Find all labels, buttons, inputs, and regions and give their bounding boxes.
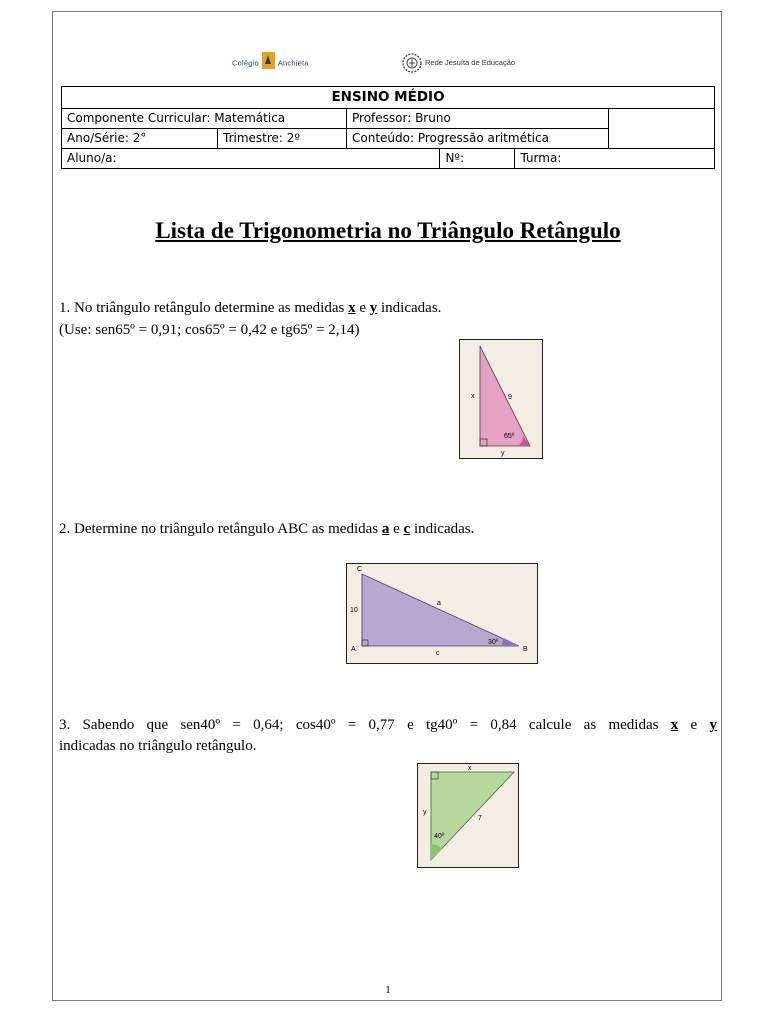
logo-text-anchieta: Anchieta bbox=[277, 58, 309, 68]
teacher-cell: Professor: Bruno bbox=[347, 109, 609, 129]
logo-text-colegio: Colégio bbox=[232, 58, 259, 68]
fig2-label-a: a bbox=[437, 600, 441, 607]
q3-var-x: x bbox=[670, 717, 679, 733]
fig1-label-x: x bbox=[471, 393, 475, 400]
fig3-label-angle: 40º bbox=[434, 833, 445, 840]
q1-conj: e bbox=[355, 300, 370, 316]
document-title: Lista de Trigonometria no Triângulo Retângulo bbox=[155, 218, 621, 243]
question-3-line2: indicadas no triângulo retângulo. bbox=[59, 738, 257, 754]
triangle-1-shape bbox=[480, 346, 530, 446]
triangle-figure-3 bbox=[417, 763, 519, 868]
triangle-figure-2 bbox=[346, 563, 538, 664]
question-1 bbox=[59, 298, 441, 319]
q2-text-after: indicadas. bbox=[410, 521, 475, 537]
triangle-2-shape bbox=[362, 574, 519, 646]
fig3-label-hyp: 7 bbox=[478, 815, 482, 822]
fig2-vertex-a: A bbox=[351, 646, 356, 653]
anchieta-logo-icon bbox=[262, 52, 275, 69]
student-cell: Aluno/a: bbox=[62, 149, 440, 169]
angle-30-marker bbox=[502, 638, 519, 646]
fig3-label-y: y bbox=[423, 809, 427, 816]
q2-text-before: 2. Determine no triângulo retângulo ABC as medidas bbox=[59, 521, 382, 537]
fig1-label-hyp: 9 bbox=[508, 394, 512, 401]
blank-cell bbox=[609, 109, 715, 149]
triangle-3-shape bbox=[431, 772, 514, 860]
fig3-label-x: x bbox=[468, 765, 472, 772]
q1-text-before: 1. No triângulo retângulo determine as medidas bbox=[59, 300, 349, 316]
fig2-label-angle: 30º bbox=[488, 639, 499, 646]
class-cell: Turma: bbox=[515, 149, 715, 169]
question-3 bbox=[59, 715, 717, 736]
level-title: ENSINO MÉDIO bbox=[62, 87, 715, 109]
q3-var-y: y bbox=[709, 717, 717, 733]
fig1-label-y: y bbox=[501, 450, 505, 457]
question-2 bbox=[59, 519, 474, 540]
header-logos bbox=[0, 52, 768, 82]
q3-conj: e bbox=[678, 717, 710, 733]
content-cell: Conteúdo: Progressão aritmética bbox=[347, 129, 609, 149]
fig1-label-angle: 65º bbox=[504, 433, 515, 440]
q2-conj: e bbox=[389, 521, 404, 537]
triangle-figure-1 bbox=[459, 339, 543, 459]
jesuit-seal-icon bbox=[402, 53, 422, 73]
q3-text-before: 3. Sabendo que sen40º = 0,64; cos40º = 0,77 e tg40º = 0,84 calcule as medidas bbox=[59, 717, 671, 733]
number-cell: Nº: bbox=[440, 149, 515, 169]
logo-text-rede: Rede Jesuíta de Educação bbox=[425, 57, 516, 67]
rede-jesuita-logo bbox=[402, 53, 515, 73]
q2-var-a: a bbox=[381, 521, 390, 537]
q1-text-after: indicadas. bbox=[377, 300, 442, 316]
component-cell: Componente Curricular: Matemática bbox=[62, 109, 347, 129]
q1-var-y: y bbox=[369, 300, 378, 316]
fig2-label-10: 10 bbox=[350, 607, 358, 614]
q1-var-x: x bbox=[348, 300, 356, 316]
term-cell: Trimestre: 2º bbox=[218, 129, 347, 149]
fig2-vertex-c: C bbox=[357, 566, 363, 573]
question-1-hint: (Use: sen65º = 0,91; cos65º = 0,42 e tg65º = 2,14) bbox=[59, 322, 360, 338]
page-number: 1 bbox=[385, 984, 391, 996]
fig2-vertex-b: B bbox=[523, 646, 528, 653]
fig2-label-c: c bbox=[436, 650, 440, 657]
grade-cell: Ano/Série: 2° bbox=[62, 129, 218, 149]
q2-var-c: c bbox=[403, 521, 411, 537]
header-table bbox=[61, 86, 715, 169]
colegio-anchieta-logo bbox=[232, 55, 309, 72]
